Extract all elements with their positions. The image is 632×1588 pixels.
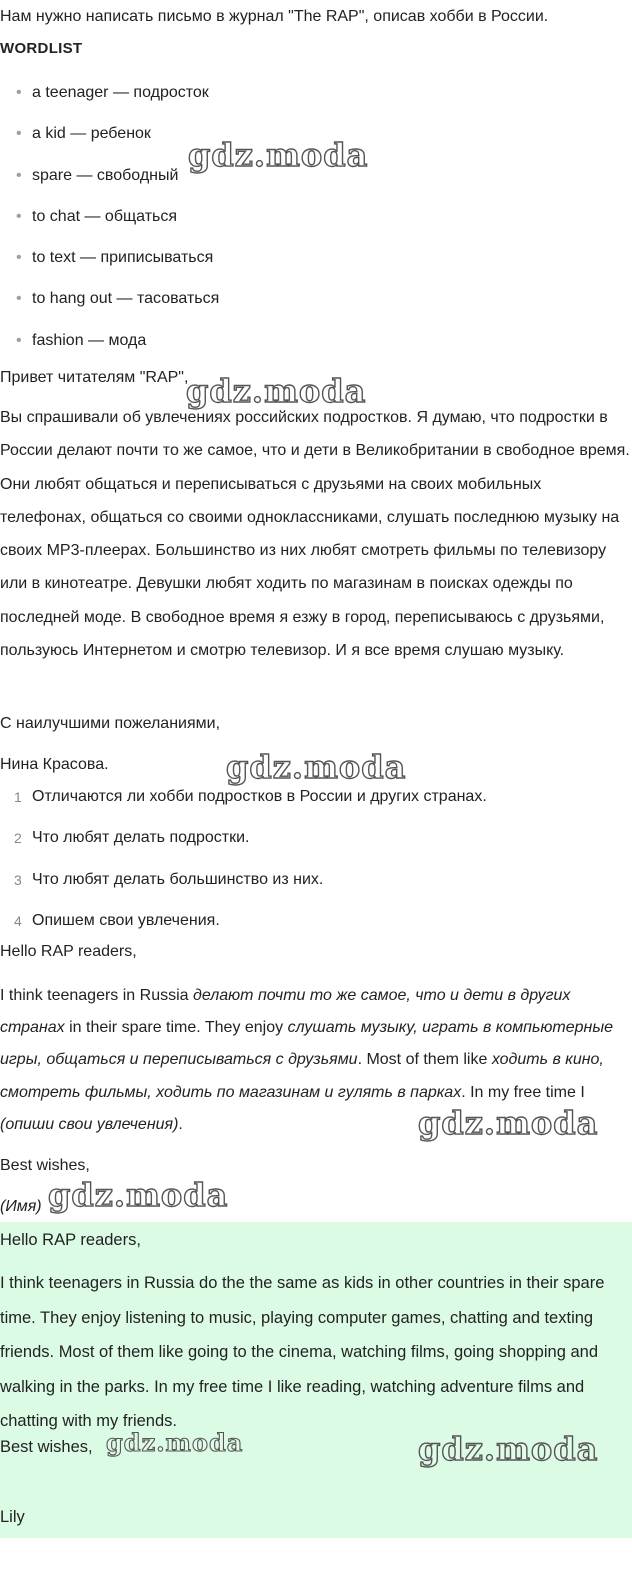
template-greeting: Hello RAP readers,	[0, 943, 137, 960]
plan-item-number: 2	[14, 830, 22, 847]
plan-list	[0, 786, 632, 951]
wordlist-item	[0, 247, 632, 288]
template-placeholder: делают почти то же самое, что и дети в других странах	[0, 987, 571, 1037]
answer-box	[0, 1222, 632, 1538]
answer-greeting: Hello RAP readers,	[0, 1231, 141, 1249]
plan-item-number: 1	[14, 789, 22, 805]
watermark-logo: gdz.moda	[188, 136, 369, 174]
wordlist-item-text: a teenager — подросток	[32, 84, 209, 101]
wordlist-item-text: a kid — ребенок	[32, 125, 151, 143]
watermark-logo: gdz.moda	[186, 372, 367, 410]
wordlist-item-text: to text — приписываться	[32, 249, 214, 267]
answer-signature: Lily	[0, 1508, 25, 1526]
ru-letter-closing: С наилучшими пожеланиями,	[0, 715, 221, 732]
watermark-logo: gdz.moda	[418, 1104, 599, 1142]
wordlist-item	[0, 288, 632, 329]
wordlist-item-text: fashion — мода	[32, 331, 147, 349]
answer-closing: Best wishes,	[0, 1438, 93, 1456]
template-placeholder: слушать музыку, играть в компьютерные игры, общаться и переписываться с друзьями	[0, 1019, 614, 1069]
wordlist	[0, 82, 632, 371]
template-text: in their spare time. They enjoy	[64, 1019, 288, 1037]
plan-item-text: Отличаются ли хобби подростков в России и других странах.	[32, 788, 487, 805]
watermark-logo: gdz.moda	[106, 1428, 244, 1457]
plan-item-text: Опишем свои увлечения.	[32, 911, 220, 929]
ru-letter-body: Вы спрашивали об увлечениях российских подростков. Я думаю, что подростки в России делают почти то же самое, что и дети в Великобритании в свободное время. Они любят общаться и переписываться с друзьями на своих мобильных телефонах, общаться со своими одноклассниками, слушать последнюю музыку на своих MP3-плеерах. Большинство из них любят смотреть фильмы по телевизору или в кинотеатре. Девушки любят ходить по магазинам в поисках одежды по последней моде. В свободное время я езжу в город, переписываюсь с друзьями, пользуюсь Интернетом и смотрю телевизор. И я все время слушаю музыку.	[0, 409, 630, 660]
wordlist-item	[0, 206, 632, 247]
wordlist-item-text: spare — свободный	[32, 166, 179, 184]
wordlist-title: WORDLIST	[0, 40, 83, 57]
plan-item	[0, 869, 632, 910]
ru-letter-greeting: Привет читателям "RAP",	[0, 369, 189, 386]
template-text: . Most of them like	[357, 1051, 492, 1069]
watermark-logo: gdz.moda	[226, 748, 407, 786]
wordlist-item-text: to hang out — тасоваться	[32, 290, 220, 308]
wordlist-item-text: to chat — общаться	[32, 207, 178, 225]
template-closing: Best wishes,	[0, 1157, 90, 1174]
bullet-icon: •	[16, 84, 22, 101]
wordlist-item	[0, 330, 632, 371]
plan-item-text: Что любят делать большинство из них.	[32, 870, 324, 888]
bullet-icon: •	[16, 290, 22, 308]
plan-item-number: 3	[14, 871, 22, 888]
template-signature	[0, 1196, 42, 1218]
template-placeholder: (опиши свои увлечения)	[0, 1115, 179, 1133]
plan-item-text: Что любят делать подростки.	[32, 829, 250, 847]
template-text: I think teenagers in Russia	[0, 987, 193, 1004]
template-signature-text: (Имя)	[0, 1198, 42, 1215]
answer-body: I think teenagers in Russia do the the same as kids in other countries in their spare time. They enjoy listening to music, playing computer games, chatting and texting friends. Most of them like going to the cinema, watching films, going shopping and walking in the parks. In my free time I like reading, watching adventure films and chatting with my friends.	[0, 1274, 605, 1431]
template-placeholder: ходить в кино, смотреть фильмы, ходить по магазинам и гулять в парках	[0, 1051, 604, 1101]
template-text: .	[178, 1115, 183, 1133]
plan-item	[0, 786, 632, 827]
intro-text: Нам нужно написать письмо в журнал "The RAP", описав хобби в России.	[0, 8, 549, 25]
bullet-icon: •	[16, 249, 22, 267]
plan-item	[0, 827, 632, 868]
bullet-icon: •	[16, 207, 22, 225]
plan-item-number: 4	[14, 912, 22, 929]
watermark-logo: gdz.moda	[48, 1176, 229, 1214]
bullet-icon: •	[16, 125, 22, 143]
template-text: . In my free time I	[461, 1083, 585, 1101]
ru-letter-signature: Нина Красова.	[0, 756, 109, 773]
wordlist-item	[0, 82, 632, 123]
bullet-icon: •	[16, 166, 22, 184]
watermark-logo: gdz.moda	[418, 1430, 599, 1468]
bullet-icon: •	[16, 331, 22, 349]
